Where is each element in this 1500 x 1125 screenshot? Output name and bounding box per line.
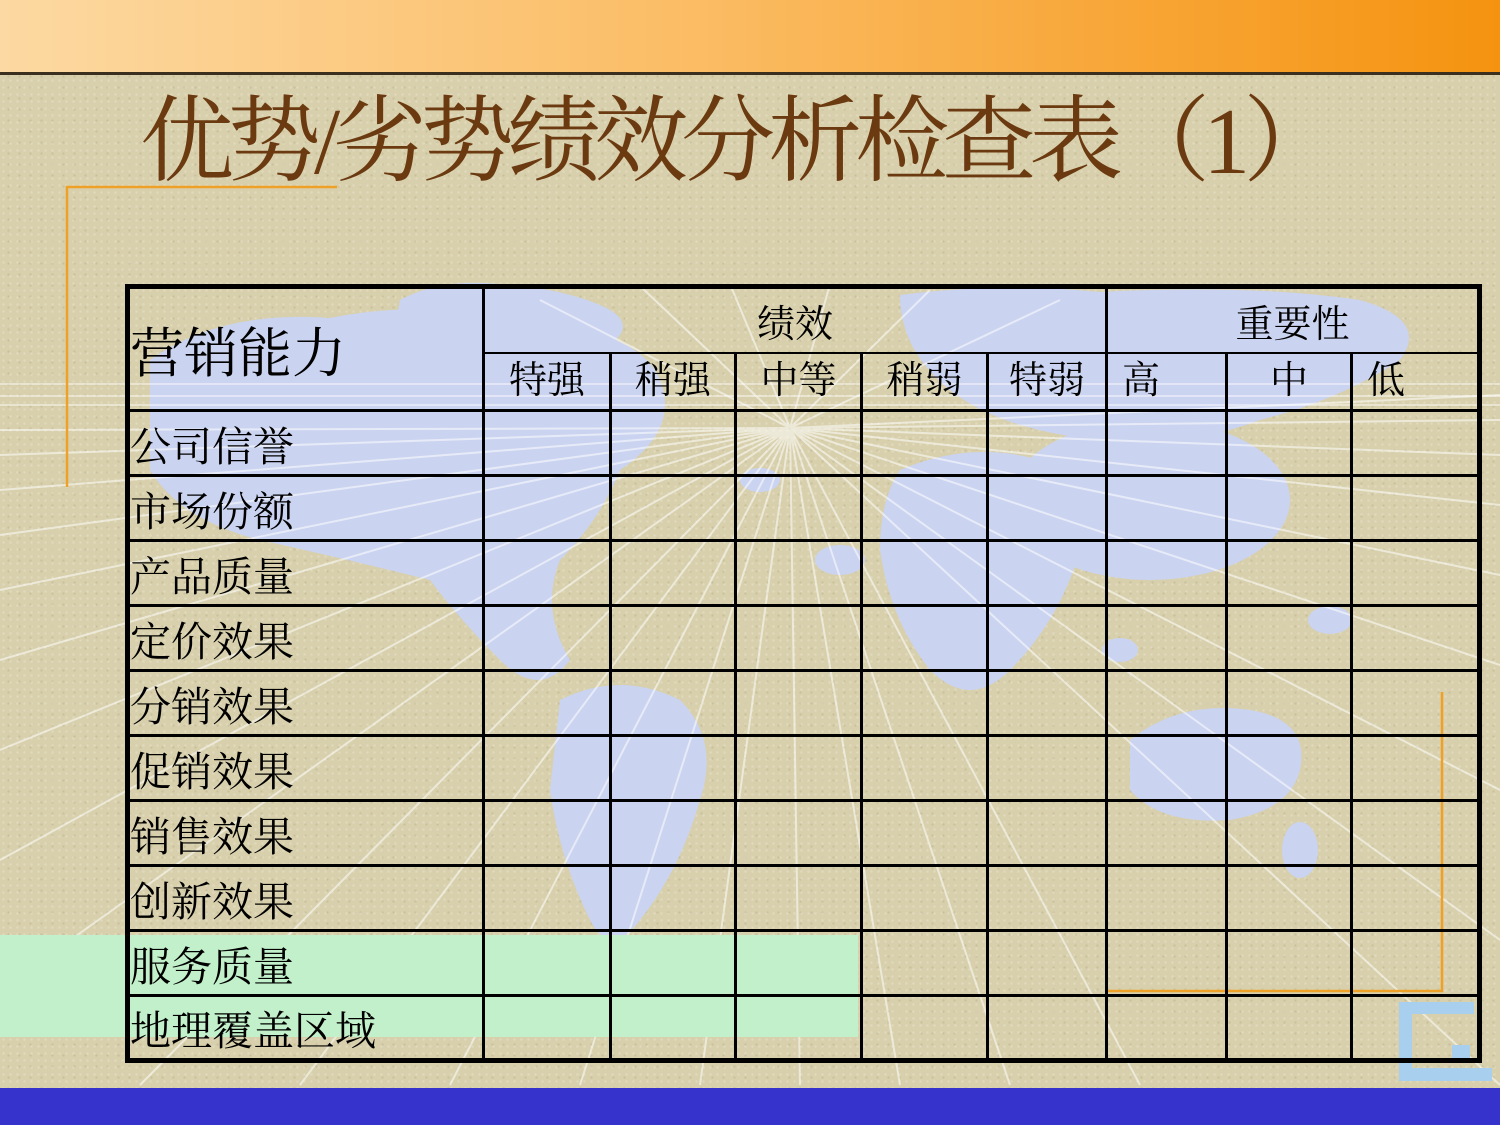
table-cell — [862, 541, 988, 606]
table-cell — [1107, 671, 1227, 736]
table-cell — [1227, 541, 1352, 606]
table-cell — [862, 606, 988, 671]
table-cell — [736, 736, 862, 801]
table-row — [128, 541, 1480, 606]
table-cell — [988, 996, 1107, 1061]
table-cell — [1107, 866, 1227, 931]
table-cell — [484, 866, 611, 931]
table-cell — [1227, 996, 1352, 1061]
sub-header-medium: 中等 — [736, 353, 862, 411]
table-cell — [1227, 476, 1352, 541]
table-cell — [988, 411, 1107, 476]
table-cell — [484, 671, 611, 736]
table-cell — [484, 606, 611, 671]
row-label: 地理覆盖区域 — [128, 996, 484, 1061]
table-cell — [484, 736, 611, 801]
table-row — [128, 287, 1480, 353]
table-cell — [1227, 801, 1352, 866]
sub-header-high: 高 — [1107, 353, 1227, 411]
table-cell — [1107, 801, 1227, 866]
table-row — [128, 736, 1480, 801]
table-cell — [484, 996, 611, 1061]
row-label: 市场份额 — [128, 476, 484, 541]
table-cell — [611, 866, 736, 931]
table-row — [128, 476, 1480, 541]
table-cell — [1107, 606, 1227, 671]
table-row — [128, 801, 1480, 866]
table-cell — [1352, 411, 1480, 476]
table-row — [128, 606, 1480, 671]
table-cell — [988, 671, 1107, 736]
table-cell — [611, 606, 736, 671]
sub-header-slightly-weak: 稍弱 — [862, 353, 988, 411]
table-cell — [862, 476, 988, 541]
table-cell — [1352, 671, 1480, 736]
sub-header-very-strong: 特强 — [484, 353, 611, 411]
table-cell — [736, 996, 862, 1061]
table-cell — [862, 671, 988, 736]
table-cell — [862, 411, 988, 476]
sub-header-low: 低 — [1352, 353, 1480, 411]
table-cell — [1352, 801, 1480, 866]
table-cell — [1227, 866, 1352, 931]
table-cell — [484, 411, 611, 476]
table-cell — [1352, 996, 1480, 1061]
row-label: 公司信誉 — [128, 411, 484, 476]
table-cell — [988, 476, 1107, 541]
table-cell — [988, 866, 1107, 931]
bottom-accent-bar — [0, 1088, 1500, 1125]
table-cell — [736, 606, 862, 671]
sub-header-mid: 中 — [1227, 353, 1352, 411]
table-row — [128, 931, 1480, 996]
table-cell — [611, 411, 736, 476]
table-cell — [862, 801, 988, 866]
row-label: 分销效果 — [128, 671, 484, 736]
row-label: 销售效果 — [128, 801, 484, 866]
table-cell — [611, 931, 736, 996]
sub-header-very-weak: 特弱 — [988, 353, 1107, 411]
table-cell — [1107, 411, 1227, 476]
table-cell — [611, 541, 736, 606]
table-cell — [862, 866, 988, 931]
table-cell — [1227, 736, 1352, 801]
table-cell — [988, 801, 1107, 866]
corner-header: 营销能力 — [128, 287, 484, 411]
table-cell — [1352, 931, 1480, 996]
table-cell — [484, 476, 611, 541]
table-cell — [611, 476, 736, 541]
table-cell — [736, 476, 862, 541]
row-label: 定价效果 — [128, 606, 484, 671]
table-cell — [484, 801, 611, 866]
table-cell — [1352, 476, 1480, 541]
table-cell — [736, 671, 862, 736]
table-cell — [736, 866, 862, 931]
table-cell — [988, 736, 1107, 801]
table-cell — [862, 996, 988, 1061]
row-label: 促销效果 — [128, 736, 484, 801]
table-cell — [736, 931, 862, 996]
table-cell — [484, 931, 611, 996]
table-cell — [1107, 476, 1227, 541]
table-cell — [988, 541, 1107, 606]
top-accent-underline — [0, 72, 1500, 75]
table-cell — [1227, 931, 1352, 996]
table-cell — [1107, 736, 1227, 801]
table-row — [128, 996, 1480, 1061]
table-row — [128, 411, 1480, 476]
table-cell — [1107, 541, 1227, 606]
row-label: 产品质量 — [128, 541, 484, 606]
row-label: 服务质量 — [128, 931, 484, 996]
table-row — [128, 671, 1480, 736]
table-cell — [1107, 931, 1227, 996]
analysis-table — [125, 284, 1482, 1063]
table-cell — [1227, 606, 1352, 671]
table-cell — [1227, 411, 1352, 476]
table-cell — [862, 931, 988, 996]
table-cell — [611, 671, 736, 736]
table-cell — [1227, 671, 1352, 736]
table-cell — [1352, 606, 1480, 671]
table-cell — [1352, 736, 1480, 801]
table-cell — [736, 541, 862, 606]
table-cell — [862, 736, 988, 801]
page-title: 优势/劣势绩效分析检查表（1） — [140, 90, 1331, 194]
sub-header-slightly-strong: 稍强 — [611, 353, 736, 411]
group-header-performance: 绩效 — [484, 287, 1107, 353]
table-cell — [736, 411, 862, 476]
table-cell — [736, 801, 862, 866]
table-cell — [1107, 996, 1227, 1061]
group-header-importance: 重要性 — [1107, 287, 1480, 353]
table-cell — [988, 931, 1107, 996]
top-accent-bar — [0, 0, 1500, 72]
table-cell — [1352, 541, 1480, 606]
row-label: 创新效果 — [128, 866, 484, 931]
table-cell — [611, 996, 736, 1061]
table-cell — [611, 801, 736, 866]
table-row — [128, 866, 1480, 931]
table-cell — [611, 736, 736, 801]
table-cell — [988, 606, 1107, 671]
table-cell — [1352, 866, 1480, 931]
table-cell — [484, 541, 611, 606]
